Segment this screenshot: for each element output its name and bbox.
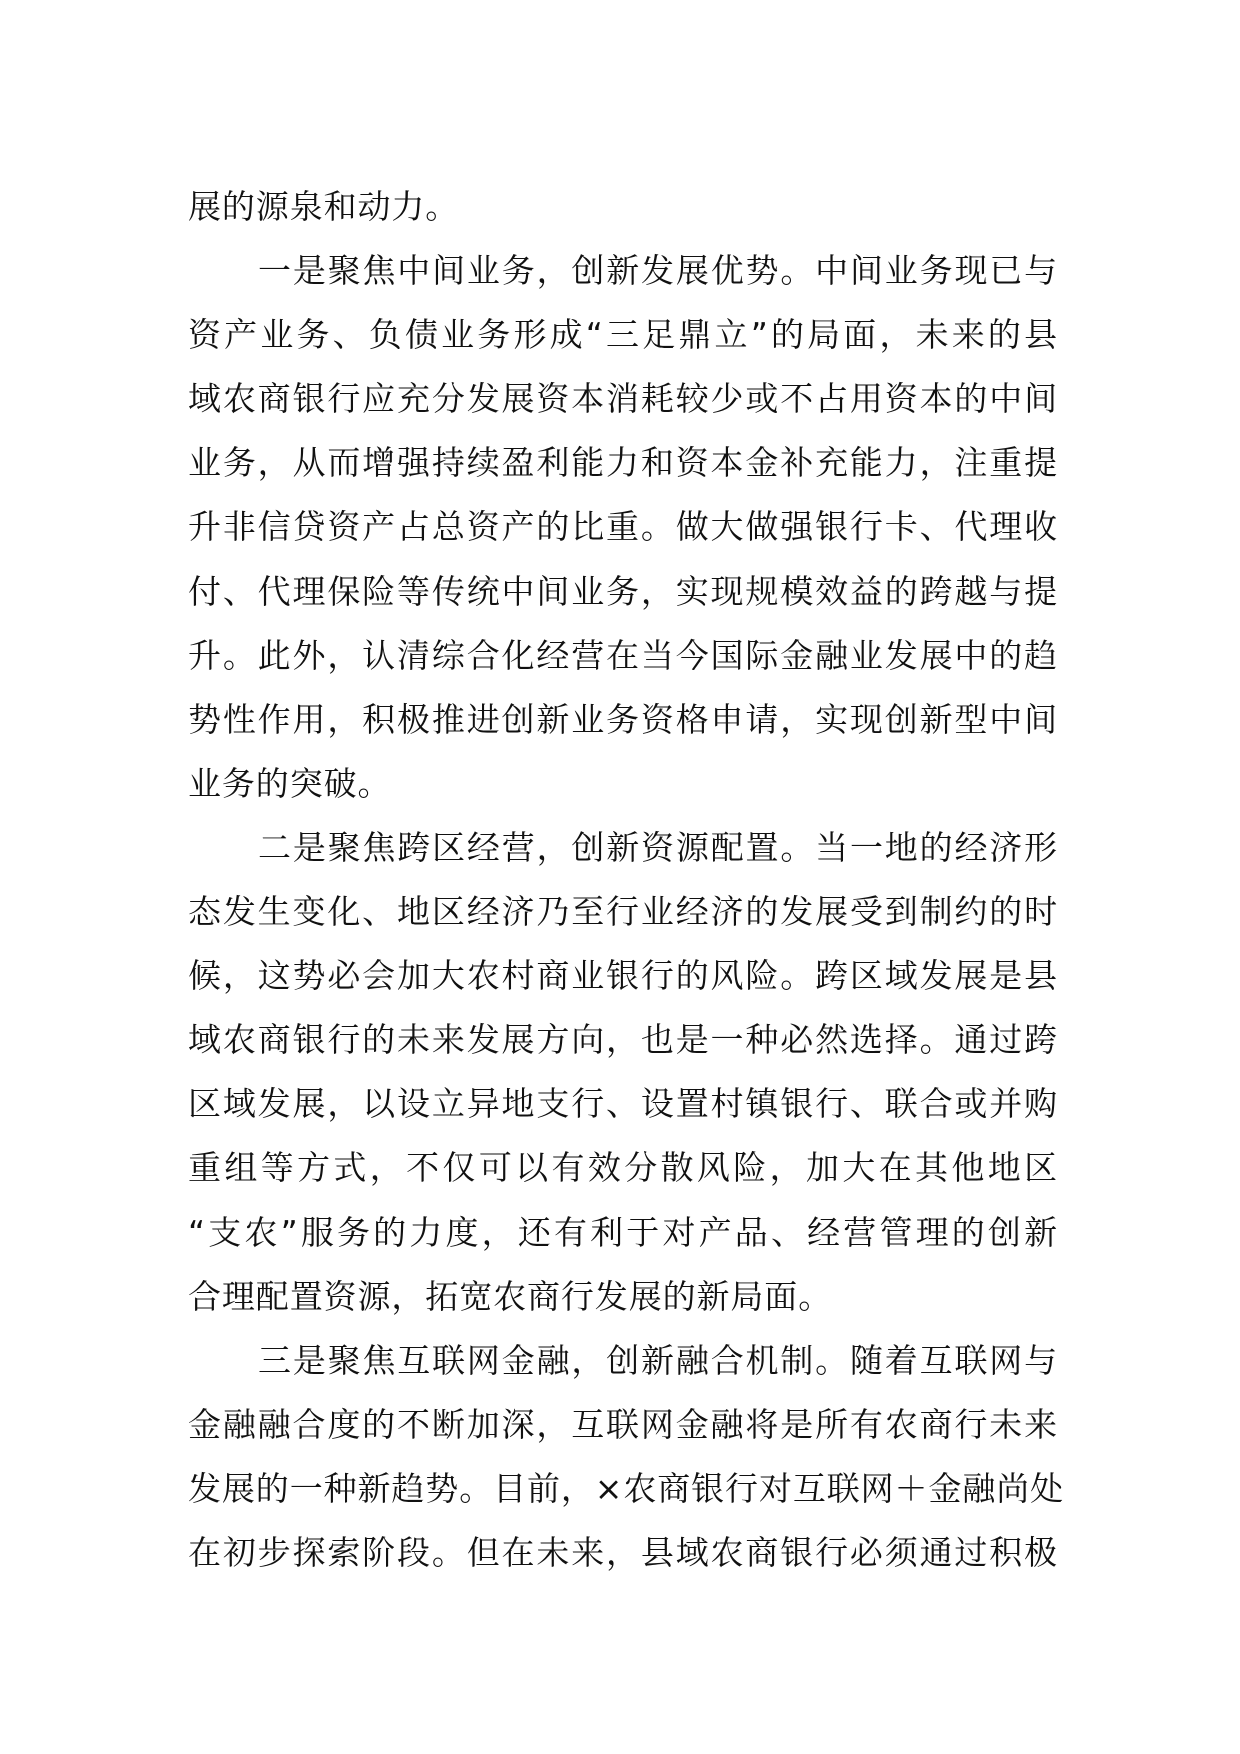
paragraph-1-line-3: 域农商银行应充分发展资本消耗较少或不占用资本的中间 xyxy=(188,379,1058,419)
paragraph-3-line-2: 金融融合度的不断加深，互联网金融将是所有农商行未来 xyxy=(188,1404,1058,1444)
paragraph-1-line-6: 付、代理保险等传统中间业务，实现规模效益的跨越与提 xyxy=(188,571,1058,611)
paragraph-1-line-9: 业务的突破。 xyxy=(188,763,392,803)
paragraph-2-line-8: 合理配置资源，拓宽农商行发展的新局面。 xyxy=(188,1276,833,1316)
paragraph-1-line-5: 升非信贷资产占总资产的比重。做大做强银行卡、代理收 xyxy=(188,507,1058,547)
paragraph-2-line-7: “支农”服务的力度，还有利于对产品、经营管理的创新 xyxy=(188,1212,1058,1252)
paragraph-2-line-6: 重组等方式，不仅可以有效分散风险，加大在其他地区 xyxy=(188,1148,1058,1188)
paragraph-2-line-1: 二是聚焦跨区经营，创新资源配置。当一地的经济形 xyxy=(258,827,1058,867)
document-body xyxy=(188,175,1065,1585)
paragraph-3-line-3: 发展的一种新趋势。目前，×农商银行对互联网＋金融尚处 xyxy=(188,1468,1065,1508)
paragraph-1-line-2: 资产业务、负债业务形成“三足鼎立”的局面，未来的县 xyxy=(188,315,1058,355)
paragraph-3-line-1: 三是聚焦互联网金融，创新融合机制。随着互联网与 xyxy=(258,1340,1058,1380)
paragraph-1-line-7: 升。此外，认清综合化经营在当今国际金融业发展中的趋 xyxy=(188,635,1058,675)
paragraph-1-line-1: 一是聚焦中间业务，创新发展优势。中间业务现已与 xyxy=(258,251,1058,291)
paragraph-0-line-1: 展的源泉和动力。 xyxy=(188,187,460,226)
paragraph-1-line-4: 业务，从而增强持续盈利能力和资本金补充能力，注重提 xyxy=(188,443,1058,483)
paragraph-2-line-2: 态发生变化、地区经济乃至行业经济的发展受到制约的时 xyxy=(188,892,1058,932)
paragraph-2-line-3: 候，这势必会加大农村商业银行的风险。跨区域发展是县 xyxy=(188,956,1058,996)
paragraph-1-line-8: 势性作用，积极推进创新业务资格申请，实现创新型中间 xyxy=(188,699,1058,739)
paragraph-2-line-4: 域农商银行的未来发展方向，也是一种必然选择。通过跨 xyxy=(188,1020,1058,1060)
paragraph-3-line-4: 在初步探索阶段。但在未来，县域农商银行必须通过积极 xyxy=(188,1532,1058,1572)
paragraph-2-line-5: 区域发展，以设立异地支行、设置村镇银行、联合或并购 xyxy=(188,1084,1058,1124)
